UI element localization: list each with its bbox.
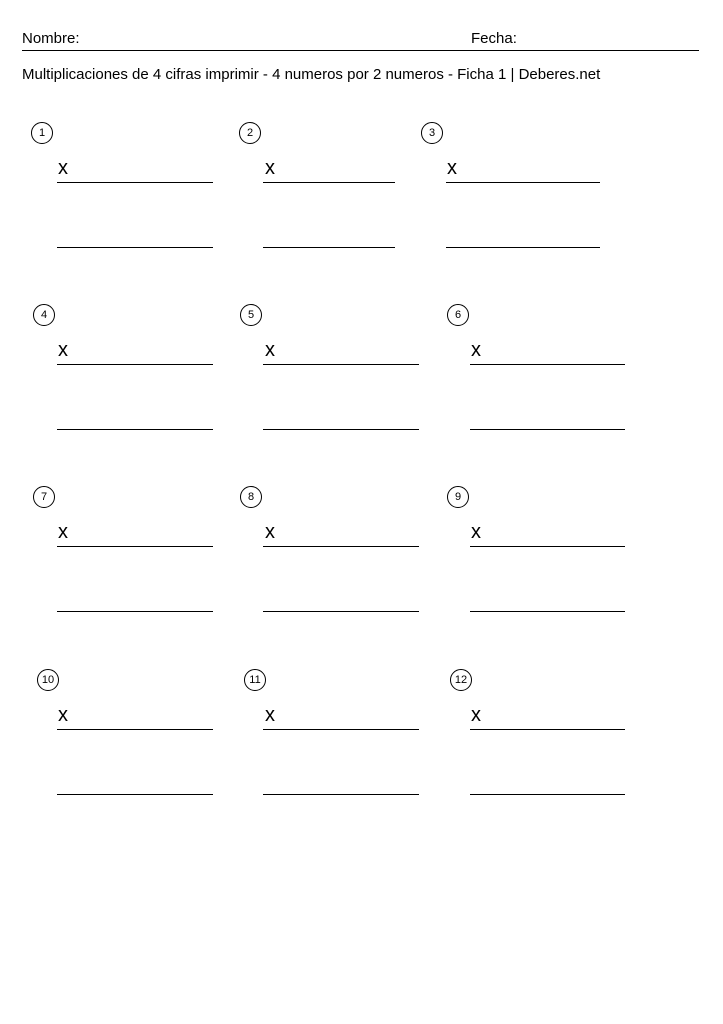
answer-line[interactable] <box>57 247 213 248</box>
answer-line[interactable] <box>263 247 395 248</box>
answer-line[interactable] <box>470 429 625 430</box>
answer-line[interactable] <box>57 611 213 612</box>
answer-line[interactable] <box>57 429 213 430</box>
operation-underline <box>57 546 213 547</box>
operation-underline <box>470 729 625 730</box>
date-field-label: Fecha: <box>471 30 517 47</box>
operation-underline <box>263 546 419 547</box>
multiply-sign: x <box>265 521 275 543</box>
problem-number-badge: 9 <box>447 486 469 508</box>
multiply-sign: x <box>265 704 275 726</box>
problem-number-badge: 12 <box>450 669 472 691</box>
operation-underline <box>470 364 625 365</box>
multiply-sign: x <box>447 157 457 179</box>
multiply-sign: x <box>58 521 68 543</box>
multiply-sign: x <box>58 704 68 726</box>
operation-underline <box>57 182 213 183</box>
problem-number-badge: 11 <box>244 669 266 691</box>
multiply-sign: x <box>265 339 275 361</box>
multiply-sign: x <box>471 521 481 543</box>
multiply-sign: x <box>58 339 68 361</box>
problem-number-badge: 7 <box>33 486 55 508</box>
worksheet-subtitle: Multiplicaciones de 4 cifras imprimir - 4 numeros por 2 numeros - Ficha 1 | Deberes.net <box>22 66 601 83</box>
problem-number-badge: 2 <box>239 122 261 144</box>
operation-underline <box>470 546 625 547</box>
problem-number-badge: 1 <box>31 122 53 144</box>
operation-underline <box>446 182 600 183</box>
problem-number-badge: 4 <box>33 304 55 326</box>
operation-underline <box>57 729 213 730</box>
answer-line[interactable] <box>470 794 625 795</box>
multiply-sign: x <box>471 704 481 726</box>
operation-underline <box>263 364 419 365</box>
problem-number-badge: 8 <box>240 486 262 508</box>
answer-line[interactable] <box>57 794 213 795</box>
multiply-sign: x <box>265 157 275 179</box>
problem-number-badge: 10 <box>37 669 59 691</box>
multiply-sign: x <box>471 339 481 361</box>
problem-number-badge: 6 <box>447 304 469 326</box>
answer-line[interactable] <box>263 429 419 430</box>
problem-number-badge: 3 <box>421 122 443 144</box>
operation-underline <box>57 364 213 365</box>
header-divider <box>22 50 699 51</box>
problem-number-badge: 5 <box>240 304 262 326</box>
multiply-sign: x <box>58 157 68 179</box>
answer-line[interactable] <box>263 794 419 795</box>
answer-line[interactable] <box>263 611 419 612</box>
operation-underline <box>263 729 419 730</box>
operation-underline <box>263 182 395 183</box>
name-field-label: Nombre: <box>22 30 80 47</box>
answer-line[interactable] <box>446 247 600 248</box>
answer-line[interactable] <box>470 611 625 612</box>
